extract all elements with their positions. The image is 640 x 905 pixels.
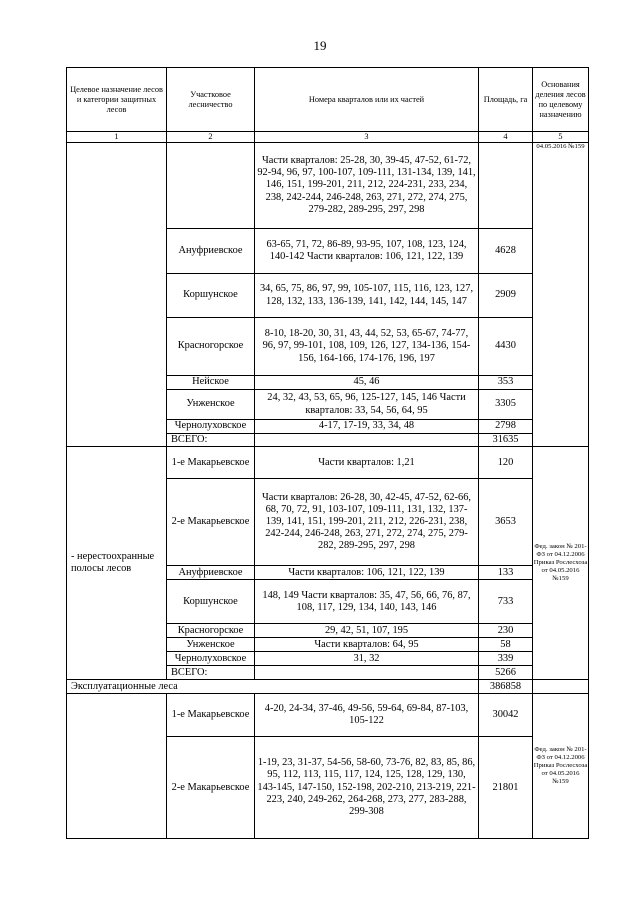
basis-cell: Фед. закон № 201-ФЗ от 04.12.2006 Приказ Рослесхоза от 04.05.2016 №159	[533, 694, 589, 839]
forestry-cell: 1-е Макарьевское	[167, 447, 255, 479]
header-purpose: Целевое назначение лесов и категории защитных лесов	[67, 68, 167, 132]
area-cell: 3653	[479, 479, 533, 566]
area-cell: 339	[479, 652, 533, 666]
col-number: 3	[255, 132, 479, 143]
forestry-cell: Коршунское	[167, 274, 255, 318]
total-area: 5266	[479, 666, 533, 680]
quarters-cell: 29, 42, 51, 107, 195	[255, 624, 479, 638]
quarters-cell: Части кварталов: 1,21	[255, 447, 479, 479]
col-number: 4	[479, 132, 533, 143]
category-cell: - нерестоохранные полосы лесов	[67, 447, 167, 680]
column-number-row	[67, 132, 589, 143]
forestry-cell: Чернолуховское	[167, 652, 255, 666]
header-quarters: Номера кварталов или их частей	[255, 68, 479, 132]
area-cell: 2909	[479, 274, 533, 318]
exploitation-row	[67, 680, 589, 694]
table-row	[67, 447, 589, 479]
forest-division-table	[66, 67, 589, 839]
forestry-cell: 2-е Макарьевское	[167, 737, 255, 839]
quarters-cell: 34, 65, 75, 86, 97, 99, 105-107, 115, 116, 123, 127, 128, 132, 133, 136-139, 141, 142, 144, 145, 147	[255, 274, 479, 318]
quarters-cell: 148, 149 Части кварталов: 35, 47, 56, 66, 76, 87, 108, 117, 129, 134, 140, 143, 146	[255, 580, 479, 624]
quarters-cell: 4-17, 17-19, 33, 34, 48	[255, 420, 479, 434]
area-cell: 58	[479, 638, 533, 652]
forestry-cell: Нейское	[167, 376, 255, 390]
quarters-cell	[255, 434, 479, 447]
forestry-cell	[167, 143, 255, 229]
header-area: Площадь, га	[479, 68, 533, 132]
area-cell: 2798	[479, 420, 533, 434]
basis-cell-empty	[533, 680, 589, 694]
forestry-cell: Ануфриевское	[167, 566, 255, 580]
quarters-cell: 8-10, 18-20, 30, 31, 43, 44, 52, 53, 65-67, 74-77, 96, 97, 99-101, 108, 109, 126, 127, 134-136, 154-156, 164-166, 174-176, 196, 197	[255, 318, 479, 376]
category-cell-continued	[67, 143, 167, 447]
total-area: 31635	[479, 434, 533, 447]
area-cell: 4430	[479, 318, 533, 376]
forestry-cell: Унженское	[167, 390, 255, 420]
quarters-cell: 1-19, 23, 31-37, 54-56, 58-60, 73-76, 82, 83, 85, 86, 95, 112, 113, 115, 117, 124, 125, 128, 129, 130, 143-145, 147-150, 152-198, 202-210, 213-219, 221-223, 240, 249-262, 264-268, 273, 277, 283-288, 299-308	[255, 737, 479, 839]
header-basis: Основания деления лесов по целевому назначению	[533, 68, 589, 132]
col-number: 5	[533, 132, 589, 143]
category-cell-empty	[67, 694, 167, 839]
quarters-cell: Части кварталов: 26-28, 30, 42-45, 47-52, 62-66, 68, 70, 72, 91, 103-107, 109-111, 131, 132, 137-139, 141, 151, 199-201, 211, 212, 226-231, 238, 242-244, 246-248, 263, 271, 272, 274, 275, 279-282, 289-295, 297, 298	[255, 479, 479, 566]
page-number: 19	[313, 38, 327, 53]
forestry-cell: 1-е Макарьевское	[167, 694, 255, 737]
exploitation-area: 386858	[479, 680, 533, 694]
forestry-cell: Чернолуховское	[167, 420, 255, 434]
forestry-cell: Коршунское	[167, 580, 255, 624]
forestry-cell: Унженское	[167, 638, 255, 652]
quarters-cell: Части кварталов: 25-28, 30, 39-45, 47-52, 61-72, 92-94, 96, 97, 100-107, 109-111, 131-134, 139, 141, 146, 151, 199-201, 211, 212, 224-231, 233, 234, 238, 242-244, 246-248, 263, 271, 272, 274, 275, 279-282, 289-295, 297, 298	[255, 143, 479, 229]
quarters-cell: Части кварталов: 64, 95	[255, 638, 479, 652]
exploitation-label: Эксплуатационные леса	[67, 680, 479, 694]
quarters-cell: 63-65, 71, 72, 86-89, 93-95, 107, 108, 123, 124, 140-142 Части кварталов: 106, 121, 122, 139	[255, 229, 479, 274]
forestry-cell: Красногорское	[167, 624, 255, 638]
table-row	[67, 143, 589, 229]
table-header-row	[67, 68, 589, 132]
quarters-cell: 4-20, 24-34, 37-46, 49-56, 59-64, 69-84, 87-103, 105-122	[255, 694, 479, 737]
area-cell: 133	[479, 566, 533, 580]
header-forestry: Участковое лесничество	[167, 68, 255, 132]
forestry-cell: Ануфриевское	[167, 229, 255, 274]
quarters-cell: 45, 46	[255, 376, 479, 390]
area-cell: 120	[479, 447, 533, 479]
quarters-cell: 24, 32, 43, 53, 65, 96, 125-127, 145, 146 Части кварталов: 33, 54, 56, 64, 95	[255, 390, 479, 420]
quarters-cell: 31, 32	[255, 652, 479, 666]
area-cell: 230	[479, 624, 533, 638]
area-cell: 21801	[479, 737, 533, 839]
col-number: 2	[167, 132, 255, 143]
total-label: ВСЕГО:	[167, 434, 255, 447]
area-cell: 4628	[479, 229, 533, 274]
quarters-cell	[255, 666, 479, 680]
basis-cell: 04.05.2016 №159	[533, 143, 589, 447]
area-cell: 30042	[479, 694, 533, 737]
area-cell	[479, 143, 533, 229]
quarters-cell: Части кварталов: 106, 121, 122, 139	[255, 566, 479, 580]
forestry-cell: 2-е Макарьевское	[167, 479, 255, 566]
forestry-cell: Красногорское	[167, 318, 255, 376]
area-cell: 353	[479, 376, 533, 390]
table-row	[67, 694, 589, 737]
col-number: 1	[67, 132, 167, 143]
area-cell: 3305	[479, 390, 533, 420]
total-label: ВСЕГО:	[167, 666, 255, 680]
area-cell: 733	[479, 580, 533, 624]
basis-cell: Фед. закон № 201-ФЗ от 04.12.2006 Приказ Рослесхоза от 04.05.2016 №159	[533, 447, 589, 680]
